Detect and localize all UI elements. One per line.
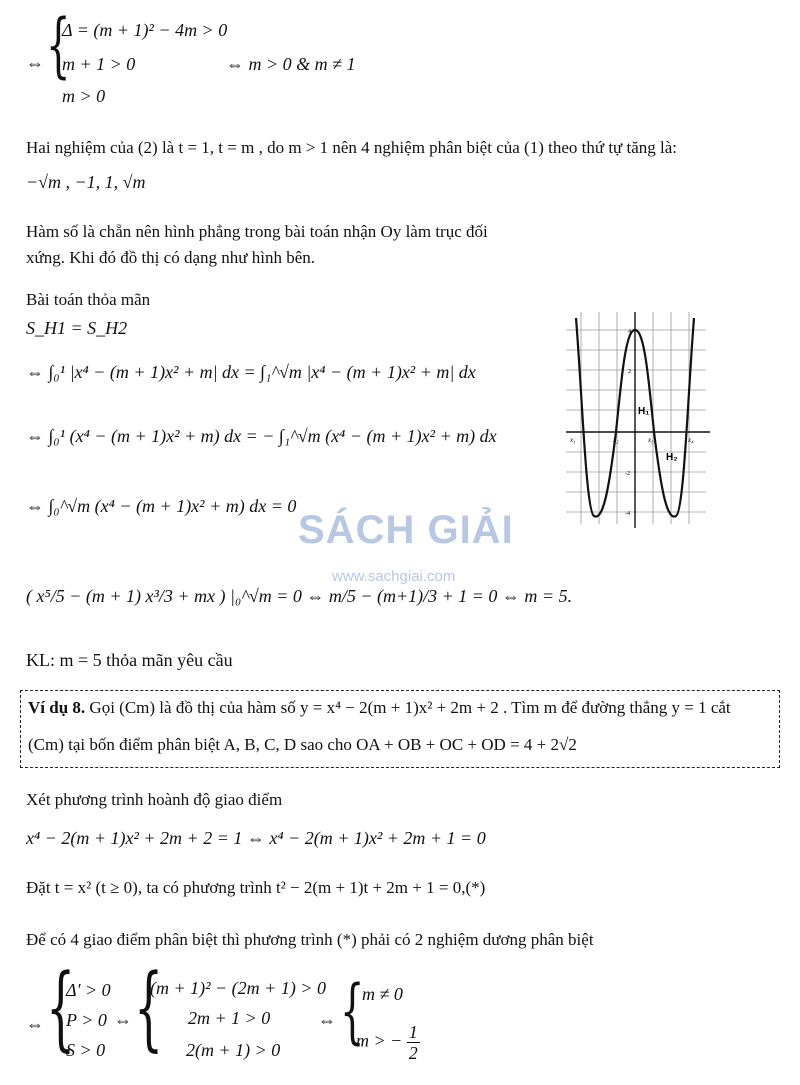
area-equality: S_H1 = S_H2 — [26, 318, 128, 338]
example-text-2: (Cm) tại bốn điểm phân biệt A, B, C, D sao cho OA + OB + OC + OD = 4 + 2√2 — [28, 735, 577, 754]
brace-c: { — [340, 970, 365, 1052]
sys-a-1: Δ′ > 0 — [66, 980, 111, 1000]
solution-line-3: Đặt t = x² (t ≥ 0), ta có phương trình t² − 2(m + 1)t + 2m + 1 = 0,(*) — [26, 878, 486, 897]
system-line-3: m > 0 — [62, 86, 106, 106]
y-tick-4: 4 — [628, 329, 631, 335]
solution-line-1: Xét phương trình hoành độ giao điểm — [26, 790, 283, 809]
sys-b-1: (m + 1)² − (2m + 1) > 0 — [150, 978, 326, 998]
fraction-half — [407, 1022, 420, 1063]
y-tick-neg2: -2 — [625, 471, 630, 477]
brace: { — [46, 4, 71, 86]
sys-b-2: 2m + 1 > 0 — [188, 1008, 271, 1028]
sys-a-2: P > 0 — [66, 1010, 107, 1030]
integral-eq-1: ⇔ ∫₀¹ |x⁴ − (m + 1)x² + m| dx = ∫₁^√m |x⁴ − (m + 1)x² + m| dx — [26, 362, 476, 382]
solution-line-2: x⁴ − 2(m + 1)x² + 2m + 2 = 1 ⇔ x⁴ − 2(m + 1)x² + 2m + 1 = 0 — [26, 828, 486, 848]
watermark-url: www.sachgiai.com — [332, 568, 456, 585]
x4-label: x₄ — [688, 436, 694, 444]
equiv-arrow: ⇔ — [26, 53, 44, 73]
fraction-den: 2 — [408, 1043, 418, 1063]
sys-c-1: m ≠ 0 — [362, 984, 403, 1004]
symmetry-line-1: Hàm số là chẵn nên hình phẳng trong bài toán nhận Oy làm trục đối — [26, 222, 488, 241]
equiv-arrow-b: ⇔ — [114, 1010, 132, 1030]
x1-label: x₁ — [570, 436, 576, 444]
example-label: Ví dụ 8. — [28, 698, 86, 717]
grid — [566, 312, 706, 524]
system-line-1: Δ = (m + 1)² − 4m > 0 — [62, 20, 228, 40]
sys-b-3: 2(m + 1) > 0 — [186, 1040, 281, 1060]
equiv-arrow-a: ⇔ — [26, 1014, 44, 1034]
quartic-graph — [566, 312, 716, 530]
x2-label: x₂ — [613, 436, 619, 444]
condition-heading: Bài toán thỏa mãn — [26, 290, 151, 309]
example-line-1 — [28, 698, 731, 718]
fraction-num: 1 — [408, 1022, 418, 1042]
sys-a-3: S > 0 — [66, 1040, 106, 1060]
sys-c-2 — [356, 1022, 420, 1063]
system-result: ⇔ m > 0 & m ≠ 1 — [226, 54, 356, 74]
roots-paragraph: Hai nghiệm của (2) là t = 1, t = m , do m > 1 nên 4 nghiệm phân biệt của (1) theo thứ tự tăng là: — [26, 138, 678, 157]
solution-line-4: Để có 4 giao điểm phân biệt thì phương trình (*) phải có 2 nghiệm dương phân biệt — [26, 930, 594, 949]
y-tick-2: 2 — [628, 369, 631, 375]
h1-label: H₁ — [638, 406, 650, 417]
brace-a: { — [46, 954, 76, 1061]
integral-eq-2: ⇔ ∫₀¹ (x⁴ − (m + 1)x² + m) dx = − ∫₁^√m (x⁴ − (m + 1)x² + m) dx — [26, 426, 497, 446]
roots-ordered: −√m , −1, 1, √m — [26, 172, 146, 192]
symmetry-line-2: xứng. Khi đó đồ thị có dạng như hình bên. — [26, 248, 315, 267]
equiv-arrow-c: ⇔ — [318, 1010, 336, 1030]
integral-eq-3: ⇔ ∫₀^√m (x⁴ − (m + 1)x² + m) dx = 0 — [26, 496, 297, 516]
antiderivative-eq: ( x⁵/5 − (m + 1) x³/3 + mx ) |₀^√m = 0 ⇔ m/5 − (m+1)/3 + 1 = 0 ⇔ m = 5. — [26, 586, 573, 606]
brace-b: { — [134, 954, 164, 1061]
sys-c-2-pre: m > − — [356, 1030, 403, 1051]
y-tick-neg4: -4 — [625, 511, 630, 517]
conclusion: KL: m = 5 thỏa mãn yêu cầu — [26, 650, 233, 670]
x3-label: x₃ — [648, 436, 654, 444]
system-line-2: m + 1 > 0 — [62, 54, 136, 74]
watermark-brand: SÁCH GIẢI — [298, 508, 514, 552]
example-text-1: Gọi (Cm) là đồ thị của hàm số y = x⁴ − 2(m + 1)x² + 2m + 2 . Tìm m để đường thẳng y = 1 cắt — [89, 698, 731, 717]
h2-label: H₂ — [666, 452, 678, 463]
